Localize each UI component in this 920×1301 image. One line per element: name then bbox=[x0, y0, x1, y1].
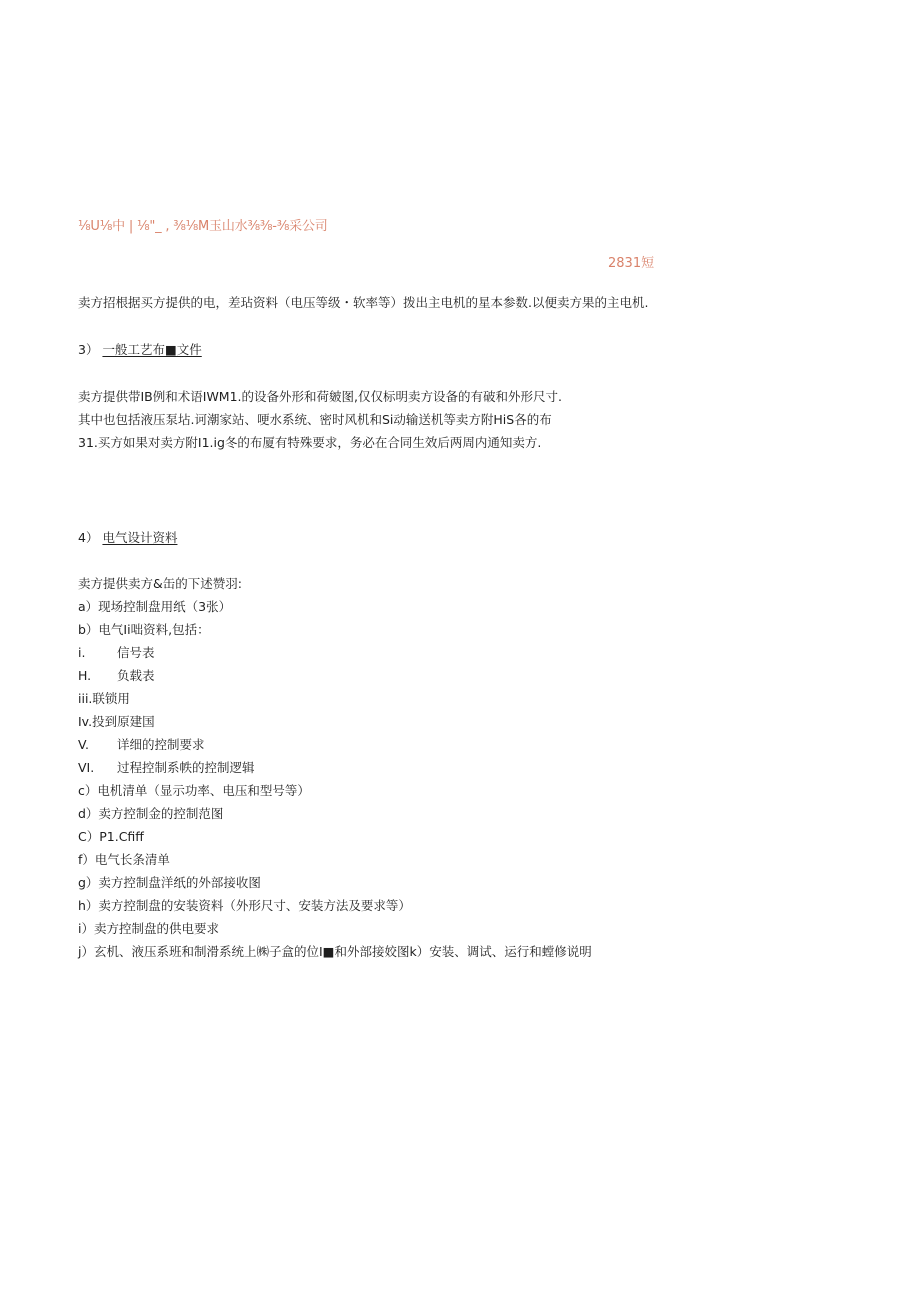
sub-item-2 bbox=[78, 667, 155, 685]
list-item-c: c）电机清单（显示功率、电压和型号等） bbox=[78, 783, 310, 798]
sub-item-1-number: i. bbox=[78, 645, 86, 660]
page-number: 2831短 bbox=[608, 256, 655, 271]
sub-item-2-text: 负载表 bbox=[117, 668, 155, 683]
sub-item-3: iii.联锁用 bbox=[78, 691, 130, 706]
sub-item-1 bbox=[78, 644, 155, 662]
sub-item-6-number: VI. bbox=[78, 760, 95, 775]
list-item-e: C）P1.Cfiff bbox=[78, 829, 144, 844]
sub-item-5-text: 详细的控制要求 bbox=[117, 737, 205, 752]
list-item-b: b）电气Ii咄资料,包括： bbox=[78, 622, 210, 637]
sub-item-5-number: V. bbox=[78, 737, 89, 752]
intro-paragraph: 卖方招根据买方提供的电，差玷资料（电压等级・软率等）拨出主电机的星本参数.以便卖方果的主电机. bbox=[78, 295, 649, 310]
sub-item-2-number: H. bbox=[78, 668, 92, 683]
section-3-number: 3） bbox=[78, 342, 99, 357]
section-4-lead: 卖方提供卖方&缶的下述赞羽: bbox=[78, 576, 242, 591]
section-4-heading bbox=[78, 529, 177, 547]
list-item-g: g）卖方控制盘洋纸的外部接收图 bbox=[78, 875, 261, 890]
sub-item-1-text: 信号表 bbox=[117, 645, 155, 660]
section-3-title: 一般工艺布■文件 bbox=[102, 342, 202, 357]
list-item-d: d）卖方控制金的控制范图 bbox=[78, 806, 224, 821]
sub-item-4: Iv.投到原建国 bbox=[78, 714, 155, 729]
list-item-j: j）玄机、液压系班和制滑系统上㈱子盒的位I■和外部接姣图k）安装、调试、运行和螳修说明 bbox=[78, 944, 592, 959]
section-4-number: 4） bbox=[78, 530, 99, 545]
section-3-heading bbox=[78, 341, 202, 359]
document-header: ⅛U⅛中 | ⅛"_ , ⅜⅛M玉山水⅜⅜-⅜采公司 bbox=[78, 219, 328, 234]
sub-item-5 bbox=[78, 736, 205, 754]
section-3-line-2: 其中也包括液压泵坫.诃潮家站、哽水系统、密时风机和Si动输送机等卖方附HiS各的布 bbox=[78, 412, 552, 427]
section-3-line-3: 31.买方如果对卖方附I1.ig冬的布厦有特殊要求，务必在合同生效后两周内通知卖方. bbox=[78, 435, 542, 450]
list-item-a: a）现场控制盘用纸（3张） bbox=[78, 599, 232, 614]
list-item-h: h）卖方控制盘的安装资料（外形尺寸、安装方法及要求等） bbox=[78, 898, 411, 913]
list-item-f: f）电气长条清单 bbox=[78, 852, 170, 867]
sub-item-6 bbox=[78, 759, 255, 777]
sub-item-6-text: 过程控制系帙的控制逻辑 bbox=[117, 760, 255, 775]
section-4-title: 电气设计资料 bbox=[102, 530, 178, 545]
list-item-i: i）卖方控制盘的供电要求 bbox=[78, 921, 219, 936]
section-3-line-1: 卖方提供带IB例和术语IWM1.的设备外形和荷皴图,仅仅标明卖方设备的有破和外形尺寸. bbox=[78, 389, 562, 404]
